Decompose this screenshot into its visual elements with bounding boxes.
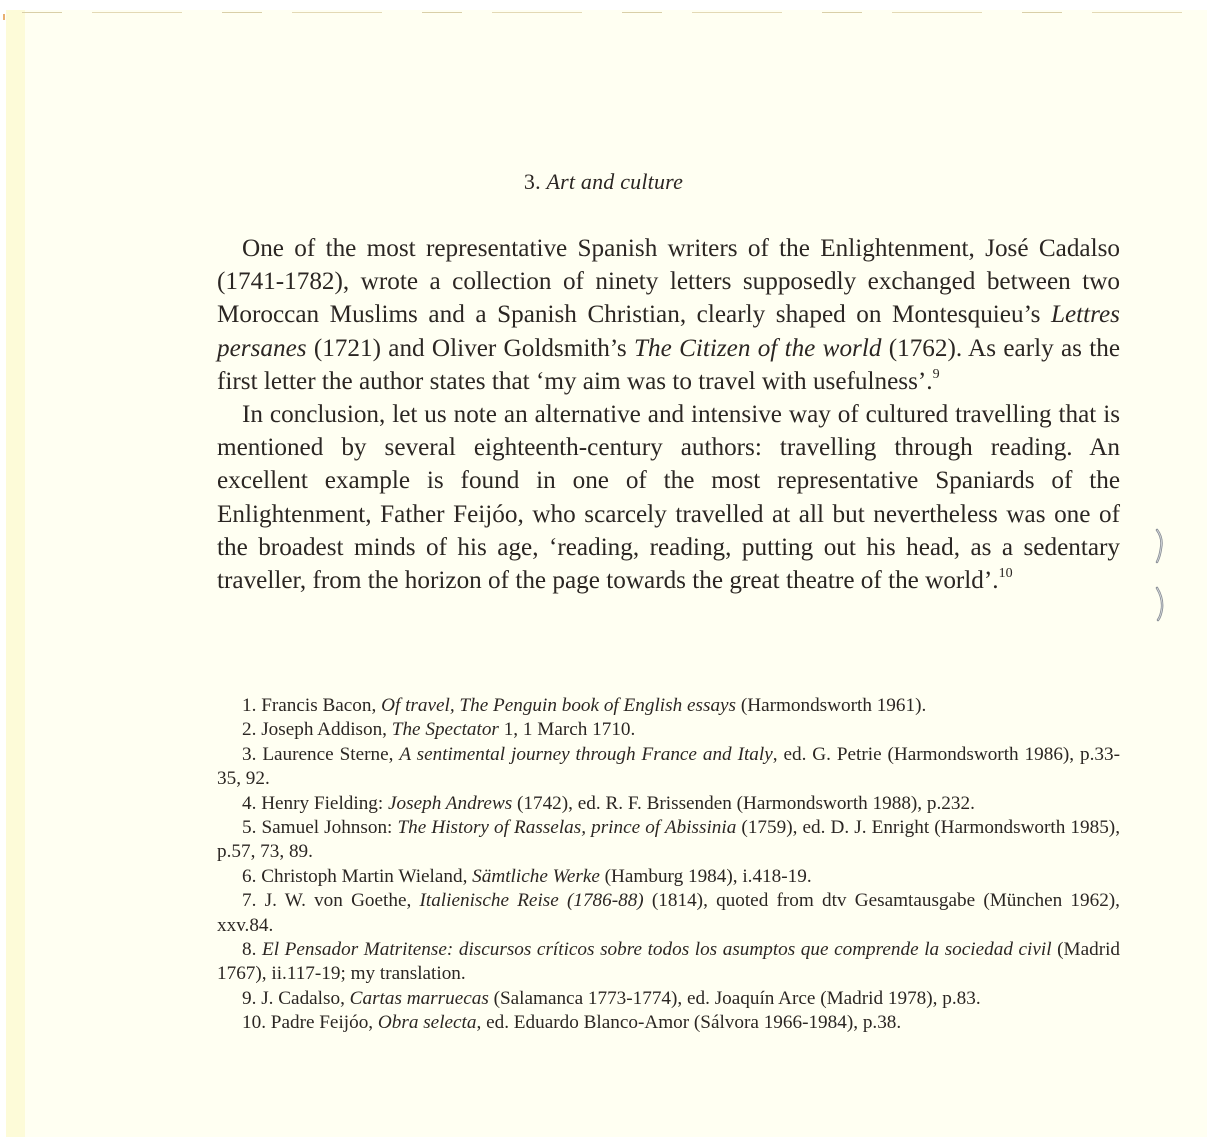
italic-title: Of travel, The Penguin book of English essays	[381, 695, 737, 716]
text-run: 2. Joseph Addison,	[242, 719, 392, 741]
text-run: , ed. G. Petrie (Harmondsworth 1986), p.33-35, 92.	[217, 743, 1120, 790]
text-run: (Hamburg 1984), i.418-19.	[599, 865, 812, 887]
text-run: (1814), quoted from dtv Gesamtausgabe (München 1962), xxv.84.	[217, 890, 1120, 936]
text-run: 1. Francis Bacon,	[242, 695, 382, 716]
binding-staple	[1154, 528, 1164, 564]
italic-title: The History of Rasselas, prince of Abissinia	[397, 817, 737, 839]
text-run: 10. Padre Feijóo,	[242, 1012, 378, 1034]
text-run: 9. J. Cadalso,	[242, 987, 350, 1009]
text-run: In conclusion, let us note an alternative and intensive way of cultured travelling that is mentioned by several eighteenth-century authors: travelling through reading. An excellent example is found in one of the most representative Spaniards of the Enlightenment, Father Feijóo, who scarcely travelled at all but nevertheless was one of the broadest minds of his age, ‘reading, reading, putting out his head, as a sedentary traveller, from the horizon of the page towards the great theatre of the world’.	[217, 401, 1120, 595]
edge-mark	[3, 14, 5, 20]
footnote-reference[interactable]: 10	[998, 566, 1013, 582]
italic-title: The Citizen of the world	[634, 334, 882, 362]
italic-title: Italienische Reise (1786-88)	[419, 890, 644, 912]
italic-title: Obra selecta	[377, 1012, 477, 1034]
text-run: , ed. Eduardo Blanco-Amor (Sálvora 1966-1984), p.38.	[476, 1012, 902, 1034]
text-run: 6. Christoph Martin Wieland,	[242, 865, 473, 887]
text-run: 7. J. W. von Goethe,	[242, 890, 420, 912]
italic-title: El Pensador Matritense: discursos críticos sobre todos los asumptos que comprende la sociedad civil	[261, 939, 1052, 961]
footnote	[217, 718, 1120, 742]
italic-title: Cartas marruecas	[349, 987, 489, 1009]
italic-title: A sentimental journey through France and Italy	[399, 743, 773, 765]
binding-staple	[1154, 586, 1164, 622]
text-run: (1721) and Oliver Goldsmith’s	[306, 334, 634, 362]
text-run: 5. Samuel Johnson:	[242, 817, 398, 839]
text-run: One of the most representative Spanish writers of the Enlightenment, José Cadalso (1741-1782), wrote a collection of ninety letters supposedly exchanged between two Moroccan Muslims and a Spanish Christian, clearly shaped on Montesquieu’s	[217, 235, 1120, 329]
text-run: (Harmondsworth 1961).	[736, 695, 927, 716]
section-number: 3.	[523, 169, 541, 194]
paragraph	[217, 398, 1120, 597]
italic-title: Lettres persanes	[217, 301, 1120, 362]
text-run: (1742), ed. R. F. Brissenden (Harmondsworth 1988), p.232.	[512, 792, 975, 814]
text-run: (Salamanca 1773-1774), ed. Joaquín Arce (Madrid 1978), p.83.	[488, 987, 981, 1009]
footnote	[217, 694, 1120, 718]
text-run: (1762). As early as the first letter the author states that ‘my aim was to travel with usefulness’.	[217, 334, 1120, 395]
text-run: (Madrid 1767), ii.117-19; my translation.	[217, 939, 1121, 985]
footnote	[217, 889, 1120, 938]
italic-title: Sämtliche Werke	[472, 865, 600, 887]
body-text	[217, 232, 1120, 597]
footnote	[217, 987, 1120, 1011]
section-title: Art and culture	[546, 169, 684, 194]
footnote	[217, 865, 1120, 889]
footnotes	[217, 694, 1120, 1036]
footnote	[217, 938, 1120, 987]
section-heading	[0, 167, 1207, 197]
footnote	[217, 1011, 1120, 1035]
italic-title: The Spectator	[391, 719, 499, 741]
italic-title: Joseph Andrews	[388, 792, 513, 814]
text-run: (1759), ed. D. J. Enright (Harmondsworth 1985), p.57, 73, 89.	[217, 817, 1120, 863]
text-run: 4. Henry Fielding:	[242, 792, 389, 814]
footnote	[217, 816, 1120, 865]
footnote-reference[interactable]: 9	[932, 366, 940, 382]
footnote	[217, 743, 1120, 792]
text-run: 8.	[242, 939, 262, 961]
text-run: 3. Laurence Sterne,	[242, 743, 400, 765]
footnote	[217, 792, 1120, 816]
text-run: 1, 1 March 1710.	[498, 719, 636, 741]
paragraph	[217, 232, 1120, 398]
page-top-edge	[22, 12, 1207, 13]
